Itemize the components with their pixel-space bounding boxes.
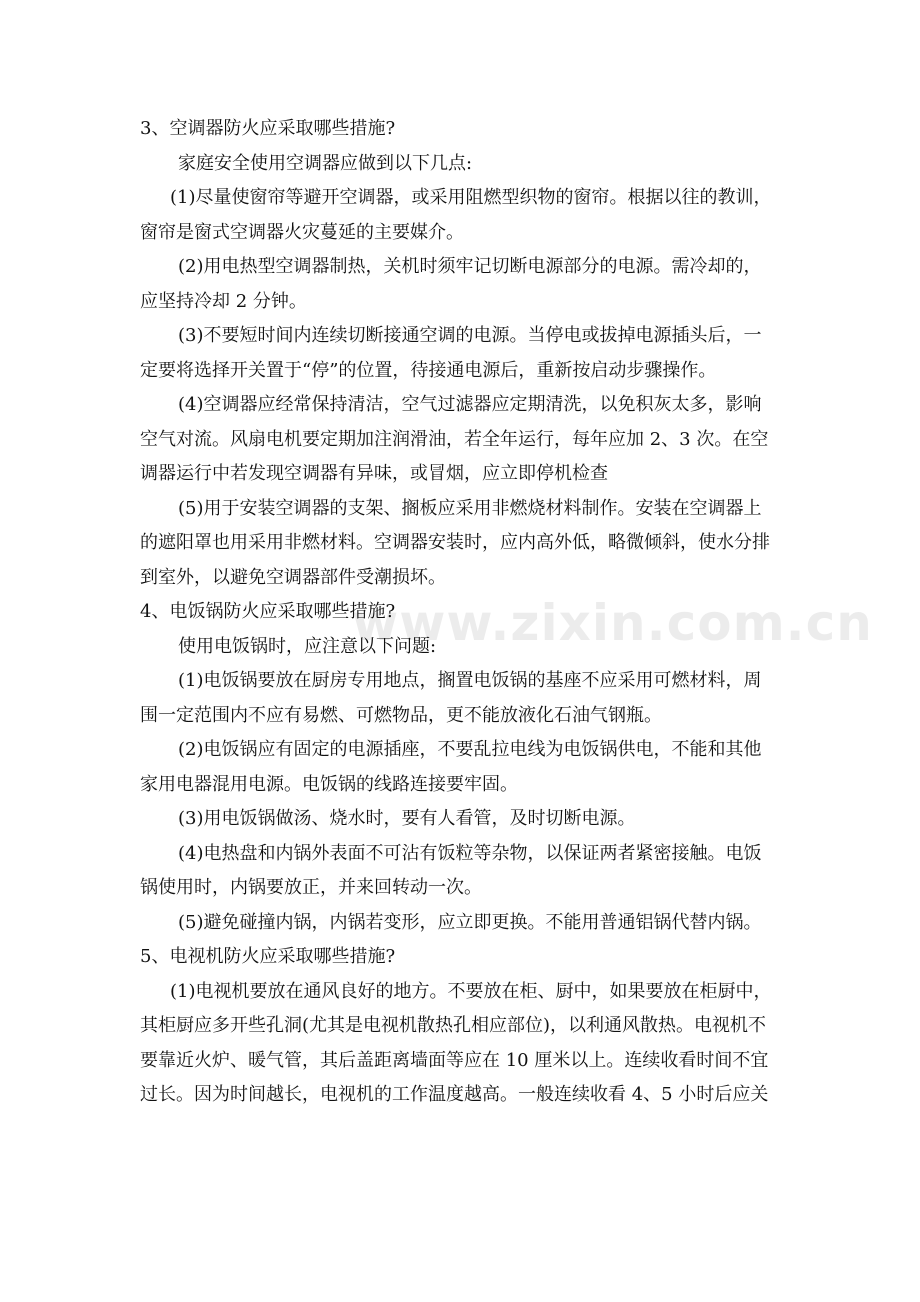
text-line: 围一定范围内不应有易燃、可燃物品，更不能放液化石油气钢瓶。 xyxy=(140,704,662,726)
text-line: 的遮阳罩也用采用非燃材料。空调器安装时，应内高外低，略微倾斜，使水分排 xyxy=(140,532,770,553)
text-line: (4)电热盘和内锅外表面不可沾有饭粒等杂物，以保证两者紧密接触。电饭 xyxy=(178,842,762,864)
text-line: 应坚持冷却 2 分钟。 xyxy=(140,290,307,312)
text-line: (2)电饭锅应有固定的电源插座，不要乱拉电线为电饭锅供电，不能和其他 xyxy=(178,739,762,760)
text-line: 到室外，以避免空调器部件受潮损坏。 xyxy=(140,566,446,588)
intro-line: 家庭安全使用空调器应做到以下几点: xyxy=(178,152,473,174)
question-heading: 4、电饭锅防火应采取哪些措施? xyxy=(140,601,396,622)
text-line: (1)尽量使窗帘等避开空调器，或采用阻燃型织物的窗帘。根据以往的教训， xyxy=(170,187,772,208)
question-heading: 3、空调器防火应采取哪些措施? xyxy=(140,118,396,139)
question-heading: 5、电视机防火应采取哪些措施? xyxy=(140,946,396,967)
intro-line: 使用电饭锅时，应注意以下问题: xyxy=(178,635,437,657)
text-line: 过长。因为时间越长，电视机的工作温度越高。一般连续收看 4、5 小时后应关 xyxy=(140,1084,769,1105)
text-line: 空气对流。风扇电机要定期加注润滑油，若全年运行，每年应加 2、3 次。在空 xyxy=(140,428,769,450)
text-line: 锅使用时，内锅要放正，并来回转动一次。 xyxy=(140,877,482,898)
text-line: 窗帘是窗式空调器火灾蔓延的主要媒介。 xyxy=(140,221,464,243)
text-line: (4)空调器应经常保持清洁，空气过滤器应定期清洗，以免积灰太多，影响 xyxy=(178,394,762,415)
text-line: (1)电视机要放在通风良好的地方。不要放在柜、厨中，如果要放在柜厨中， xyxy=(170,980,772,1002)
text-line: (2)用电热型空调器制热，关机时须牢记切断电源部分的电源。需冷却的， xyxy=(178,256,762,277)
text-line: (1)电饭锅要放在厨房专用地点，搁置电饭锅的基座不应采用可燃材料，周 xyxy=(178,670,762,691)
text-line: (3)用电饭锅做汤、烧水时，要有人看管，及时切断电源。 xyxy=(178,808,636,829)
text-line: 要靠近火炉、暖气管，其后盖距离墙面等应在 10 厘米以上。连续收看时间不宜 xyxy=(140,1049,769,1071)
text-line: (5)避免碰撞内锅，内锅若变形，应立即更换。不能用普通铝锅代替内锅。 xyxy=(178,911,762,933)
text-line: (5)用于安装空调器的支架、搁板应采用非燃烧材料制作。安装在空调器上 xyxy=(178,497,762,519)
text-line: 定要将选择开关置于“停”的位置，待接通电源后，重新按启动步骤操作。 xyxy=(140,359,717,381)
text-line: 调器运行中若发现空调器有异味，或冒烟，应立即停机检查 xyxy=(140,463,608,484)
text-line: 其柜厨应多开些孔洞(尤其是电视机散热孔相应部位)，以利通风散热。电视机不 xyxy=(140,1015,767,1036)
text-line: (3)不要短时间内连续切断接通空调的电源。当停电或拔掉电源插头后，一 xyxy=(178,325,762,346)
watermark: www.zixin.com.cn xyxy=(352,594,873,652)
text-line: 家用电器混用电源。电饭锅的线路连接要牢固。 xyxy=(140,773,518,795)
